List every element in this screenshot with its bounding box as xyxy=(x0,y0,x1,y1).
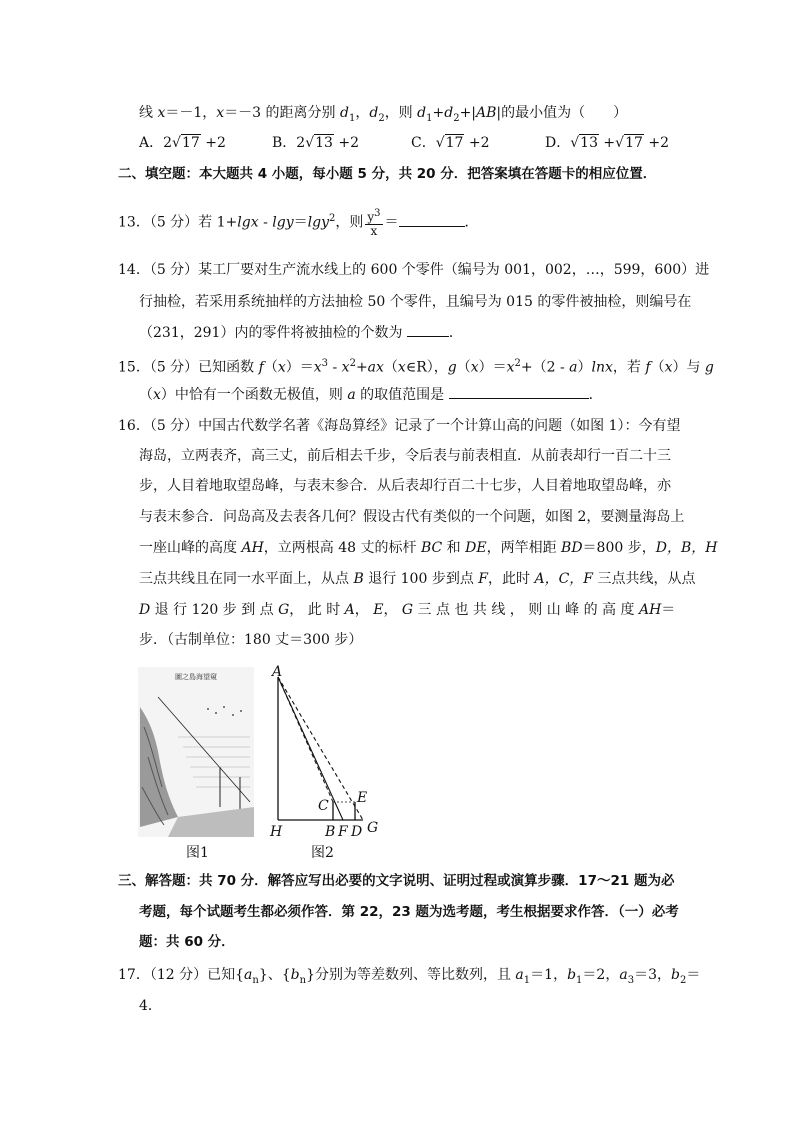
text: ）＝ xyxy=(285,359,314,376)
section-2-heading: 二、填空题：本大题共 4 小题，每小题 5 分，共 20 分．把答案填在答题卡的相应位置． xyxy=(118,166,657,182)
question-15 xyxy=(118,354,714,378)
var: b xyxy=(567,967,577,983)
answer-blank[interactable] xyxy=(449,384,589,399)
text: （ xyxy=(456,359,471,376)
text: }、{ xyxy=(258,967,291,983)
sub: 1 xyxy=(576,974,583,986)
var: x xyxy=(506,359,515,376)
var: lnx xyxy=(591,359,613,376)
var: BD xyxy=(561,540,583,556)
text: +2 xyxy=(643,135,670,151)
var: AH xyxy=(241,540,264,556)
var: G xyxy=(401,602,414,618)
sup: 3 xyxy=(321,358,329,369)
var: D xyxy=(139,602,151,618)
text: 一座山峰的高度 xyxy=(139,540,242,556)
var: ax xyxy=(367,359,384,376)
q16-line-5 xyxy=(139,538,717,558)
text: ， 此 时 xyxy=(289,602,345,618)
q17-line-2: 4． xyxy=(139,998,162,1014)
var: lgy xyxy=(272,214,294,231)
text: ）中恰有一个函数无极值，则 xyxy=(160,387,348,403)
text: - xyxy=(258,214,273,231)
sqrt-icon: √ xyxy=(615,135,625,151)
var: x xyxy=(664,359,673,376)
text: （5 分）中国古代数学名著《海岛算经》记录了一个计算山高的问题（如图 1）：今有望 xyxy=(149,418,681,434)
text: ＝ xyxy=(686,967,701,983)
question-number: 15． xyxy=(118,359,150,376)
sub: 1 xyxy=(348,112,356,124)
text: ． xyxy=(464,214,479,231)
var: lgy xyxy=(307,214,329,231)
option-letter: D． xyxy=(545,135,571,151)
var: g xyxy=(447,359,457,376)
option-letter: C． xyxy=(411,135,436,151)
var: AH xyxy=(638,602,662,618)
text: ，若 xyxy=(612,359,646,376)
var: B xyxy=(353,571,364,587)
label-C: C xyxy=(318,798,329,814)
sqrt-icon: √ xyxy=(435,135,445,151)
frac-num xyxy=(365,207,382,225)
sup: 2 xyxy=(514,358,521,369)
q15-line-2 xyxy=(139,384,603,405)
var: f xyxy=(645,359,651,376)
q12-options xyxy=(139,133,699,155)
var: a xyxy=(619,967,628,983)
figure-2-caption: 图2 xyxy=(311,845,334,861)
text: （5 分）已知函数 xyxy=(149,359,259,376)
var: x xyxy=(470,359,479,376)
text: +（2 - xyxy=(520,359,570,376)
option-d[interactable] xyxy=(545,133,669,153)
text: +2 xyxy=(464,135,490,151)
text: 三点共线且在同一水平面上，从点 xyxy=(139,571,354,587)
text: + xyxy=(598,135,616,151)
sqrt-icon: √ xyxy=(305,135,315,151)
var: b xyxy=(290,967,300,983)
text: +| xyxy=(459,105,477,121)
text: 退 行 120 步 到 点 xyxy=(150,602,279,618)
text: }分别为等差数列、等比数列，且 xyxy=(306,967,516,983)
question-14 xyxy=(118,260,709,280)
option-c[interactable] xyxy=(411,133,490,153)
text: 三 点 也 共 线 ， 则 山 峰 的 高 度 xyxy=(413,602,639,618)
text: ，立两根高 48 丈的标杆 xyxy=(263,540,421,556)
question-13 xyxy=(118,207,479,238)
radicand: 13 xyxy=(315,135,333,151)
text: 线 xyxy=(139,105,158,121)
var: BC xyxy=(420,540,443,556)
q14-line-2: 行抽检，若采用系统抽样的方法抽检 50 个零件，且编号为 015 的零件被抽检，则编号在 xyxy=(139,294,692,310)
q16-line-7 xyxy=(139,600,675,620)
sub: 2 xyxy=(453,112,460,124)
sub: 1 xyxy=(426,112,433,124)
text: ，则 xyxy=(335,214,364,231)
fig1-title: 圖之島海望窺 xyxy=(175,673,217,681)
var: b xyxy=(671,967,680,983)
question-17 xyxy=(118,965,700,991)
text: ， xyxy=(355,105,370,121)
coef: 2 xyxy=(296,135,306,151)
var: G xyxy=(278,602,290,618)
var: f xyxy=(258,359,264,376)
var: x xyxy=(153,387,161,403)
text: （5 分）某工厂要对生产流水线上的 600 个零件（编号为 001，002，…，599，600）进 xyxy=(149,262,710,278)
label-E: E xyxy=(357,790,368,806)
label-H: H xyxy=(270,824,283,840)
var: DE xyxy=(465,540,487,556)
option-b[interactable] xyxy=(272,133,359,153)
radicand: 13 xyxy=(580,135,598,151)
text: ＝2， xyxy=(582,967,620,983)
text: （5 分）若 1+ xyxy=(149,214,238,231)
label-F: F xyxy=(338,824,348,840)
text: ＝800 步， xyxy=(582,540,656,556)
sub: 1 xyxy=(523,974,531,986)
text: ，两竿相距 xyxy=(486,540,562,556)
text: ∈R）， xyxy=(405,359,448,376)
var: x xyxy=(341,359,350,376)
var: D，B，H xyxy=(655,540,718,556)
section-3-heading-line-1: 三、解答题：共 70 分．解答应写出必要的文字说明、证明过程或演算步骤．17～21 题为必 xyxy=(118,873,675,889)
option-letter: B． xyxy=(272,135,297,151)
text: 的取值范围是 xyxy=(355,387,449,403)
text: ）与 xyxy=(672,359,705,376)
text: ＝ xyxy=(661,602,676,618)
q16-line-3: 步，人目着地取望岛峰，与表末参合．从后表却行百二十七步，人目着地取望岛峰，亦 xyxy=(139,478,671,494)
text: ，则 xyxy=(384,105,418,121)
radicand: 17 xyxy=(625,135,643,151)
question-number: 14． xyxy=(118,262,150,278)
var: E xyxy=(373,602,384,618)
text: + xyxy=(432,105,445,121)
option-letter: A． xyxy=(139,135,164,151)
var: d xyxy=(340,105,349,121)
figure-1-caption: 图1 xyxy=(186,845,209,861)
text: （ xyxy=(650,359,665,376)
text: 和 xyxy=(442,540,466,556)
question-number: 16． xyxy=(118,418,150,434)
text: ＝1， xyxy=(530,967,568,983)
sub: 3 xyxy=(627,974,635,986)
label-G: G xyxy=(367,820,379,836)
frac-den: x xyxy=(370,224,378,238)
text: （ xyxy=(383,359,398,376)
label-D: D xyxy=(351,824,363,840)
text: （ xyxy=(139,387,153,403)
q16-line-4: 与表末参合．问岛高及去表各几何？假设古代有类似的一个问题，如图 2，要测量海岛上 xyxy=(139,509,685,525)
figure-1-illustration xyxy=(138,667,254,837)
text: - xyxy=(328,359,342,376)
text: ， xyxy=(354,602,374,618)
question-number: 17． xyxy=(118,967,150,983)
var: lgx xyxy=(237,214,259,231)
text: 三点共线，从点 xyxy=(593,571,696,587)
var: a xyxy=(515,967,524,983)
var: A，C，F xyxy=(534,571,593,587)
coef: 2 xyxy=(163,135,173,151)
label-B: B xyxy=(325,824,336,840)
var: x xyxy=(397,359,406,376)
var: x xyxy=(216,105,225,121)
text: ＝ xyxy=(293,214,308,231)
section-3-heading-line-3: 题：共 60 分． xyxy=(139,934,235,950)
text: ＝－1， xyxy=(165,105,217,121)
radicand: 17 xyxy=(445,135,464,151)
question-number: 13． xyxy=(118,214,150,231)
var: x xyxy=(157,105,166,121)
answer-blank[interactable] xyxy=(399,212,465,227)
var: a xyxy=(569,359,578,376)
sqrt-icon: √ xyxy=(172,135,181,151)
text: +2 xyxy=(200,135,226,151)
var: F xyxy=(478,571,488,587)
var: d xyxy=(417,105,427,121)
text: ＝－3 的距离分别 xyxy=(224,105,340,121)
var: x xyxy=(313,359,322,376)
text: +2 xyxy=(333,135,360,151)
sub: 2 xyxy=(679,974,687,986)
var: a xyxy=(347,387,356,403)
text: ． xyxy=(448,325,463,341)
text: （ xyxy=(263,359,278,376)
var: g xyxy=(704,359,714,376)
fraction xyxy=(365,207,382,238)
text: ）＝ xyxy=(478,359,507,376)
figure-2-diagram xyxy=(265,662,390,842)
text: （231，291）内的零件将被抽检的个数为 xyxy=(139,325,407,341)
sup: 3 xyxy=(374,208,381,219)
text: ，此时 xyxy=(488,571,535,587)
text: ＝ xyxy=(384,214,399,231)
sub: n xyxy=(299,974,307,986)
text: ＝3， xyxy=(634,967,671,983)
q14-line-3 xyxy=(139,322,463,343)
text: |的最小值为（ ） xyxy=(496,105,628,121)
text: ， xyxy=(383,602,402,618)
text: ） xyxy=(577,359,592,376)
q16-line-6 xyxy=(139,569,695,589)
var: x xyxy=(277,359,286,376)
q16-line-2: 海岛，立两表齐，高三丈，前后相去千步，令后表与前表相直．从前表却行一百二十三 xyxy=(139,448,671,464)
text: 退行 100 步到点 xyxy=(363,571,479,587)
sub: 2 xyxy=(378,112,385,124)
var: AB xyxy=(476,105,497,121)
answer-blank[interactable] xyxy=(407,322,449,337)
sqrt-icon: √ xyxy=(570,135,580,151)
var: d xyxy=(369,105,379,121)
question-16 xyxy=(118,416,681,436)
sup: 2 xyxy=(349,358,356,369)
text: + xyxy=(355,359,368,376)
var: A xyxy=(344,602,355,618)
var: d xyxy=(444,105,454,121)
label-A: A xyxy=(272,664,283,680)
radicand: 17 xyxy=(181,135,200,151)
section-3-heading-line-2: 考题，每个试题考生都必须作答．第 22，23 题为选考题，考生根据要求作答．（一）必考 xyxy=(139,904,679,920)
sup: 2 xyxy=(328,212,336,224)
text: ． xyxy=(588,387,603,403)
option-a[interactable] xyxy=(139,133,226,153)
q12-stem-tail xyxy=(139,103,627,129)
sub: n xyxy=(252,974,259,986)
var: a xyxy=(244,967,253,983)
text: （12 分）已知{ xyxy=(149,967,244,983)
var: y xyxy=(367,210,375,224)
q16-line-8: 步．（古制单位：180 丈＝300 步） xyxy=(139,632,363,648)
